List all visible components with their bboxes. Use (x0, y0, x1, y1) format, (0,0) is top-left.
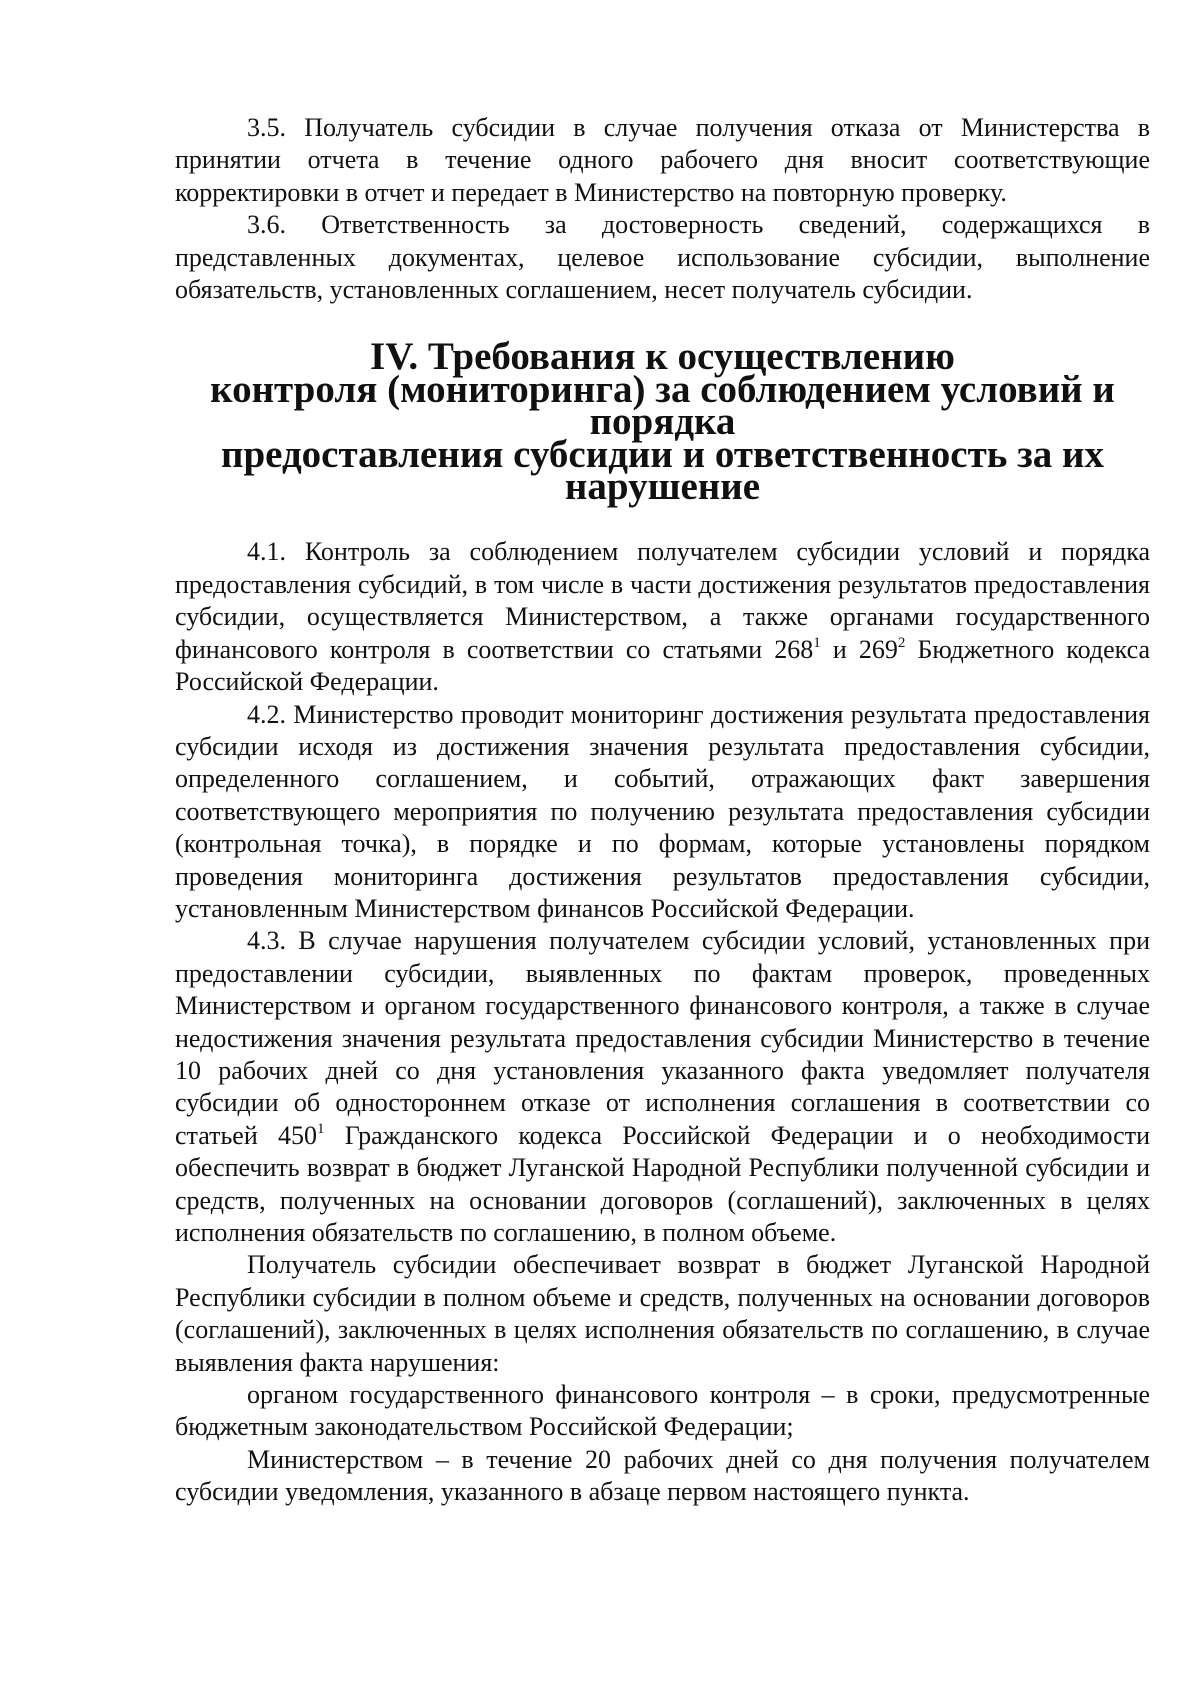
document-page (175, 112, 1150, 1509)
paragraph-4-3-text-1: 4.3. В случае нарушения получателем субсидии условий, установленных при предоставлении субсидии, выявленных по фактам проверок, проведенных Министерством и органом государственного финансового контроля, а также в случае недостижения значения результата предоставления субсидии Министерство в течение 10 рабочих дней со дня установления указанного факта уведомляет получателя субсидии об одностороннем отказе от исполнения соглашения в соответствии со статьей 450 (175, 926, 1150, 1150)
paragraph-4-1 (175, 536, 1150, 698)
heading-line-1: IV. Требования к осуществлению (370, 335, 955, 379)
paragraph-3-6: 3.6. Ответственность за достоверность сведений, содержащихся в представленных документах, целевое использование субсидии, выполнение обязательств, установленных соглашением, несет получатель субсидии. (175, 210, 1150, 305)
paragraph-4-2: 4.2. Министерство проводит мониторинг достижения результата предоставления субсидии исходя из достижения значения результата предоставления субсидии, определенного соглашением, и событий, отражающих факт завершения соответствующего мероприятия по получению результата предоставления субсидии (контрольная точка), в порядке и по формам, которые установлены порядком проведения мониторинга достижения результатов предоставления субсидии, установленным Министерством финансов Российской Федерации. (175, 699, 1150, 923)
section-heading (175, 335, 1150, 509)
paragraph-3-5: 3.5. Получатель субсидии в случае получения отказа от Министерства в принятии отчета в течение одного рабочего дня вносит соответствующие корректировки в отчет и передает в Министерство на повторную проверку. (175, 113, 1150, 207)
paragraph-4-1-text-2: и 269 (820, 634, 898, 664)
superscript: 1 (813, 634, 821, 651)
superscript: 1 (316, 1120, 325, 1137)
paragraph-4-1-text-1: 4.1. Контроль за соблюдением получателем субсидии условий и порядка предоставления субсидий, в том числе в части достижения результатов предоставления субсидии, осуществляется Министерством, а также органами государственного финансового контроля в соответствии со статьями 268 (175, 537, 1150, 664)
heading-line-2: контроля (мониторинга) за соблюдением условий и порядка (210, 367, 1115, 444)
paragraph-4-1-text-3: Бюджетного кодекса Российской Федерации. (175, 634, 1151, 697)
heading-line-3: предоставления субсидии и ответственность за их нарушение (220, 432, 1105, 509)
paragraph-ministry: Министерством – в течение 20 рабочих дней со дня получения получателем субсидии уведомления, указанного в абзаце первом настоящего пункта. (175, 1444, 1150, 1507)
paragraph-4-3-text-2: Гражданского кодекса Российской Федерации и о необходимости обеспечить возврат в бюджет Луганской Народной Республики полученной субсидии и средств, полученных на основании договоров (соглашений), заключенных в целях исполнения обязательств по соглашению, в полном объеме. (175, 1120, 1150, 1247)
paragraph-refund: Получатель субсидии обеспечивает возврат в бюджет Луганской Народной Республики субсидии в полном объеме и средств, полученных на основании договоров (соглашений), заключенных в целях исполнения обязательств по соглашению, в случае выявления факта нарушения: (175, 1250, 1150, 1377)
superscript: 2 (897, 634, 906, 651)
paragraph-4-3 (175, 925, 1150, 1249)
paragraph-control-body: органом государственного финансового контроля – в сроки, предусмотренные бюджетным законодательством Российской Федерации; (175, 1380, 1150, 1442)
